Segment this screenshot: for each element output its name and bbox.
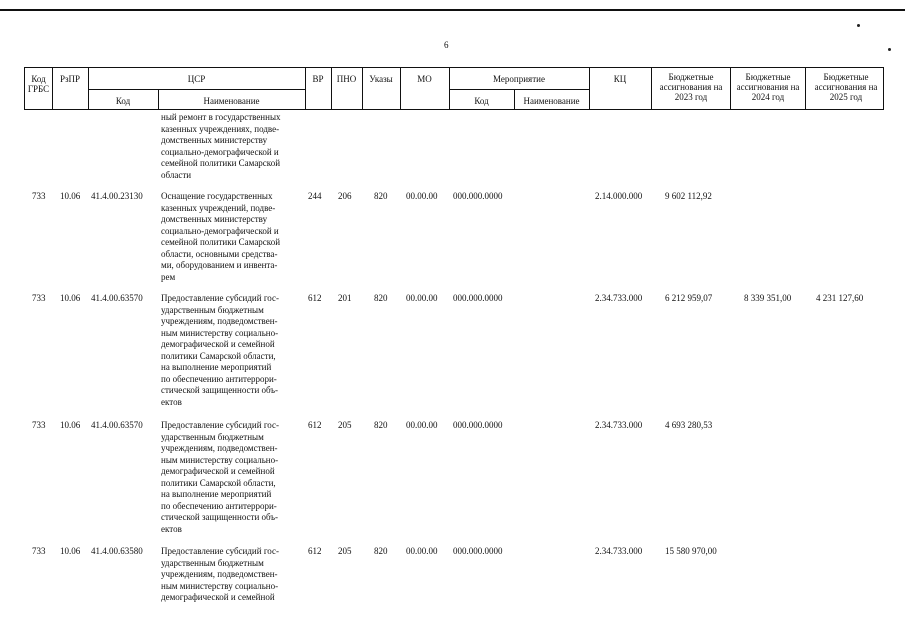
cell-pno: 206	[338, 191, 352, 201]
cell-budget-2025: 4 231 127,60	[816, 293, 864, 303]
cell-grbs: 733	[32, 293, 46, 303]
cell-mo: 00.00.00	[406, 420, 438, 430]
col-budget-2025: Бюджетные ассигнования на 2025 год	[814, 72, 878, 102]
cell-budget-2023: 6 212 959,07	[665, 293, 713, 303]
scan-speck	[888, 48, 891, 51]
cell-csr-name: Предоставление субсидий гос- ударственным бюджетным учреждениям, подведомствен- ным министерству социально- демографической и семейной политики Самарской области, на выполнение мероприятий по обеспечению антитеррори- стической защищенности объ- ектов	[161, 420, 279, 534]
cell-csr: 41.4.00.63580	[91, 546, 143, 556]
cell-budget-2024: 8 339 351,00	[744, 293, 792, 303]
cell-grbs: 733	[32, 191, 46, 201]
cell-csr-name: Предоставление субсидий гос- ударственным бюджетным учреждениям, подведомствен- ным министерству социально- демографической и семейной	[161, 546, 279, 602]
cell-mer-kod: 000.000.0000	[453, 546, 503, 556]
cell-ukazy: 820	[374, 546, 388, 556]
cell-ukazy: 820	[374, 191, 388, 201]
cell-pno: 205	[338, 420, 352, 430]
cell-csr-name: Оснащение государственных казенных учреждений, подве- домственных министерству социально-демографической и семейной политики Самарской области, основными средства- ми, оборудованием и инвента- рем	[161, 191, 281, 282]
cell-mer-kod: 000.000.0000	[453, 191, 503, 201]
col-budget-2024: Бюджетные ассигнования на 2024 год	[736, 72, 800, 102]
cell-pno: 205	[338, 546, 352, 556]
top-rule	[0, 9, 905, 11]
cell-vr: 612	[308, 420, 322, 430]
cell-csr: 41.4.00.63570	[91, 293, 143, 303]
table-header	[24, 67, 884, 110]
cell-mo: 00.00.00	[406, 191, 438, 201]
cell-mo: 00.00.00	[406, 293, 438, 303]
cell-rzpr: 10.06	[60, 293, 81, 303]
col-kc: КЦ	[613, 74, 627, 84]
col-pno: ПНО	[336, 74, 357, 84]
col-csr: ЦСР	[187, 74, 206, 84]
col-ukazy: Указы	[369, 74, 393, 84]
page-number: 6	[444, 40, 449, 50]
col-mer-name: Наименование	[523, 96, 580, 106]
col-meropriyatie: Мероприятие	[493, 74, 545, 84]
col-mo: МО	[417, 74, 432, 84]
col-budget-2023: Бюджетные ассигнования на 2023 год	[659, 72, 723, 102]
scan-speck	[857, 24, 860, 27]
col-csr-name: Наименование	[203, 96, 260, 106]
cell-vr: 612	[308, 546, 322, 556]
continued-name-cell: ный ремонт в государственных казенных учреждениях, подве- домственных министерству социально-демографической и семейной политики Самарской области	[161, 112, 281, 180]
cell-csr: 41.4.00.23130	[91, 191, 143, 201]
cell-rzpr: 10.06	[60, 546, 81, 556]
cell-kc: 2.34.733.000	[595, 293, 643, 303]
col-kod-grbs: Код ГРБС	[27, 74, 50, 94]
cell-csr-name: Предоставление субсидий гос- ударственным бюджетным учреждениям, подведомствен- ным министерству социально- демографической и семейной политики Самарской области, на выполнение мероприятий по обеспечению антитеррори- стической защищенности объ- ектов	[161, 293, 279, 407]
cell-budget-2023: 9 602 112,92	[665, 191, 712, 201]
cell-kc: 2.14.000.000	[595, 191, 643, 201]
cell-kc: 2.34.733.000	[595, 420, 643, 430]
cell-grbs: 733	[32, 546, 46, 556]
cell-mo: 00.00.00	[406, 546, 438, 556]
col-csr-kod: Код	[115, 96, 131, 106]
col-rzpr: РзПР	[59, 74, 81, 84]
cell-budget-2023: 15 580 970,00	[665, 546, 717, 556]
cell-vr: 244	[308, 191, 322, 201]
col-mer-kod: Код	[474, 96, 489, 106]
col-vr: ВР	[312, 74, 324, 84]
cell-csr: 41.4.00.63570	[91, 420, 143, 430]
cell-kc: 2.34.733.000	[595, 546, 643, 556]
cell-ukazy: 820	[374, 420, 388, 430]
cell-budget-2023: 4 693 280,53	[665, 420, 713, 430]
cell-mer-kod: 000.000.0000	[453, 420, 503, 430]
cell-rzpr: 10.06	[60, 191, 81, 201]
cell-rzpr: 10.06	[60, 420, 81, 430]
cell-mer-kod: 000.000.0000	[453, 293, 503, 303]
cell-ukazy: 820	[374, 293, 388, 303]
cell-grbs: 733	[32, 420, 46, 430]
cell-vr: 612	[308, 293, 322, 303]
cell-pno: 201	[338, 293, 352, 303]
